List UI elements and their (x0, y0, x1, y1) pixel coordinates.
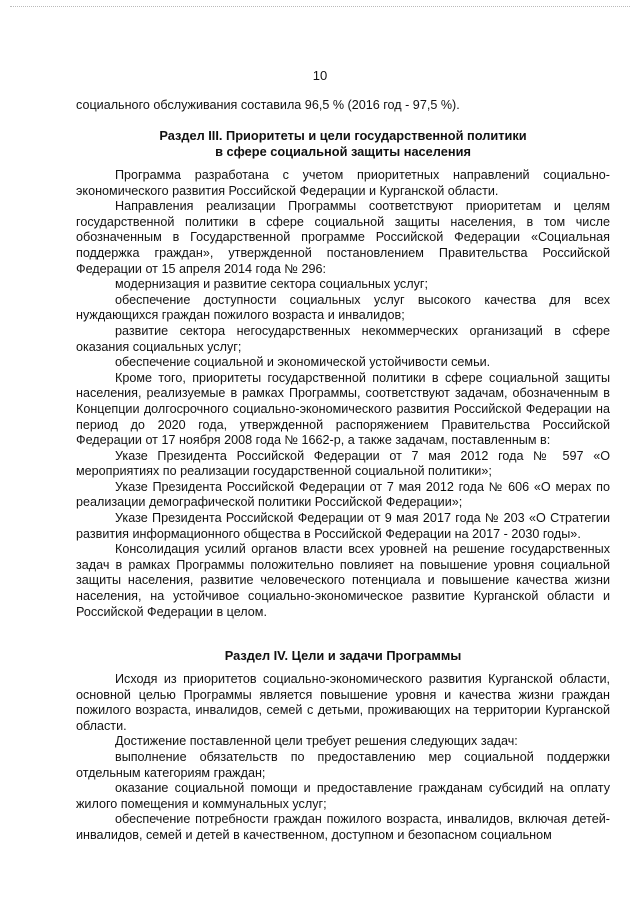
paragraph: Программа разработана с учетом приоритетных направлений социально-экономического развития Российской Федерации и Курганской области. (76, 168, 610, 198)
scan-edge-marks (10, 6, 630, 10)
section-title-line: в сфере социальной защиты населения (215, 143, 471, 159)
list-item: Указе Президента Российской Федерации от 7 мая 2012 года № 606 «О мерах по реализации демографической политики Российской Федерации»; (76, 479, 610, 510)
section-4-heading (76, 648, 610, 664)
continued-line (76, 98, 610, 114)
list-item: развитие сектора негосударственных некоммерческих организаций в сфере оказания социальных услуг; (76, 323, 610, 354)
list-item: оказание социальной помощи и предоставление гражданам субсидий на оплату жилого помещения и коммунальных услуг; (76, 781, 610, 811)
paragraph: Кроме того, приоритеты государственной политики в сфере социальной защиты населения, реализуемые в рамках Программы, соответствуют задачам, обозначенным в Концепции долгосрочного социально-экономического развития Российской Федерации на период до 2020 года, утвержденной распоряжением Правительства Российской Федерации от 17 ноября 2008 года № 1662-р, а также задачам, поставленным в: (76, 370, 610, 448)
section-4-body (76, 672, 610, 844)
paragraph: Исходя из приоритетов социально-экономического развития Курганской области, основной целью Программы является повышение уровня и качества жизни граждан пожилого возраста, инвалидов, семей с детьми, проживающих на территории Курганской области. (76, 672, 610, 733)
list-item: обеспечение доступности социальных услуг высокого качества для всех нуждающихся граждан пожилого возраста и инвалидов; (76, 292, 610, 323)
list-item: Указе Президента Российской Федерации от 7 мая 2012 года № 597 «О мероприятиях по реализации государственной социальной политики»; (76, 448, 610, 479)
section-3-body (76, 168, 610, 620)
section-title-line: Раздел III. Приоритеты и цели государственной политики (159, 128, 527, 143)
paragraph: Направления реализации Программы соответствуют приоритетам и целям государственной политики в сфере социальной защиты населения, в том числе обозначенным в Государственной программе Российской Федерации «Социальная поддержка граждан», утвержденной постановлением Правительства Российской Федерации от 15 апреля 2014 года № 296: (76, 199, 610, 276)
paragraph: социального обслуживания составила 96,5 % (2016 год - 97,5 %). (76, 98, 460, 112)
list-item: Указе Президента Российской Федерации от 9 мая 2017 года № 203 «О Стратегии развития информационного общества в Российской Федерации на 2017 - 2030 годы». (76, 511, 610, 541)
list-item: выполнение обязательств по предоставлению мер социальной поддержки отдельным категориям граждан; (76, 749, 610, 780)
section-3-heading (76, 128, 610, 159)
list-item: модернизация и развитие сектора социальных услуг; (115, 277, 428, 292)
page-number: 10 (312, 68, 328, 83)
paragraph: Консолидация усилий органов власти всех уровней на решение государственных задач в рамках Программы положительно повлияет на повышение уровня социальной защиты населения, развитие человеческого потенциала и повышение качества жизни населения, на устойчивое социально-экономическое развитие Курганской области и Российской Федерации в целом. (76, 542, 610, 619)
paragraph: Достижение поставленной цели требует решения следующих задач: (115, 734, 518, 749)
list-item: обеспечение социальной и экономической устойчивости семьи. (115, 355, 491, 370)
list-item: обеспечение потребности граждан пожилого возраста, инвалидов, включая детей-инвалидов, семей и детей в качественном, доступном и безопасном социальном (76, 812, 610, 842)
section-title: Раздел IV. Цели и задачи Программы (224, 648, 462, 663)
